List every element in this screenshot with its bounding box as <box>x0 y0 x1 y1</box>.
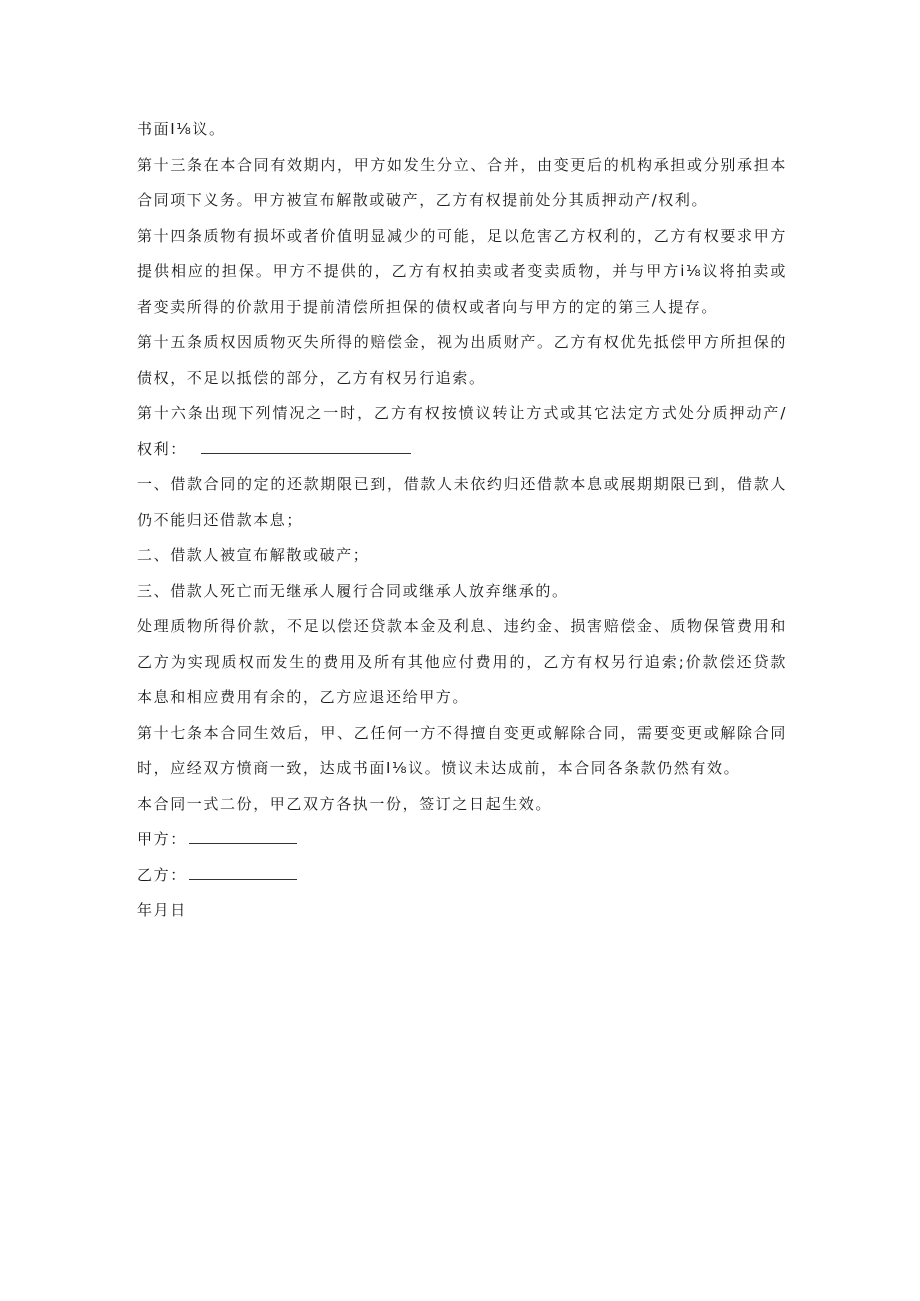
article-13: 第十三条在本合同有效期内，甲方如发生分立、合并，由变更后的机构承担或分别承担本合同项下义务。甲方被宣布解散或破产，乙方有权提前处分其质押动产/权利。 <box>137 155 787 209</box>
condition-3: 三、借款人死亡而无继承人履行合同或继承人放弃继承的。 <box>137 581 569 600</box>
party-b-signature <box>137 858 787 894</box>
condition-1: 一、借款合同的定的还款期限已到，借款人未依约归还借款本息或展期期限已到，借款人仍不能归还借款本息； <box>137 475 787 529</box>
condition-2: 二、借款人被宣布解散或破产； <box>137 546 370 564</box>
party-a-blank <box>189 829 297 844</box>
contract-body <box>137 112 787 929</box>
article-17: 第十七条本合同生效后，甲、乙任何一方不得擅自变更或解除合同，需要变更或解除合同时，应经双方愤商一致，达成书面I⅛议。愤议未达成前，本合同各条款仍然有效。 <box>137 723 787 777</box>
copies-clause: 本合同一式二份，甲乙双方各执一份，签订之日起生效。 <box>137 794 553 813</box>
party-b-blank <box>189 865 297 880</box>
article-15: 第十五条质权因质物灭失所得的赔偿金，视为出质财产。乙方有权优先抵偿甲方所担保的债权，不足以抵偿的部分，乙方有权另行追索。 <box>137 333 787 387</box>
article-14: 第十四条质物有损坏或者价值明显减少的可能，足以危害乙方权利的，乙方有权要求甲方提供相应的担保。甲方不提供的，乙方有权拍卖或者变卖质物，并与甲方i⅛议将拍卖或者变卖所得的价款用于提前清偿所担保的债权或者向与甲方的定的第三人提存。 <box>137 226 787 316</box>
date-line: 年月日 <box>137 901 187 919</box>
paragraph-closing-fragment: 书面I⅛议。 <box>137 120 226 138</box>
fill-in-blank <box>201 439 411 454</box>
disposal-proceeds-clause: 处理质物所得价款，不足以偿还贷款本金及利息、违约金、损害赔偿金、质物保管费用和乙方为实现质权而发生的费用及所有其他应付费用的，乙方有权另行追索;价款偿还贷款本息和相应费用有余的，乙方应退还给甲方。 <box>137 617 787 706</box>
article-16 <box>137 396 787 467</box>
article-16-text: 第十六条出现下列情况之一时，乙方有权按愤议转让方式或其它法定方式处分质押动产/权利： <box>137 404 787 458</box>
party-a-signature <box>137 822 787 858</box>
party-a-label: 甲方： <box>137 830 187 848</box>
party-b-label: 乙方： <box>137 865 187 884</box>
